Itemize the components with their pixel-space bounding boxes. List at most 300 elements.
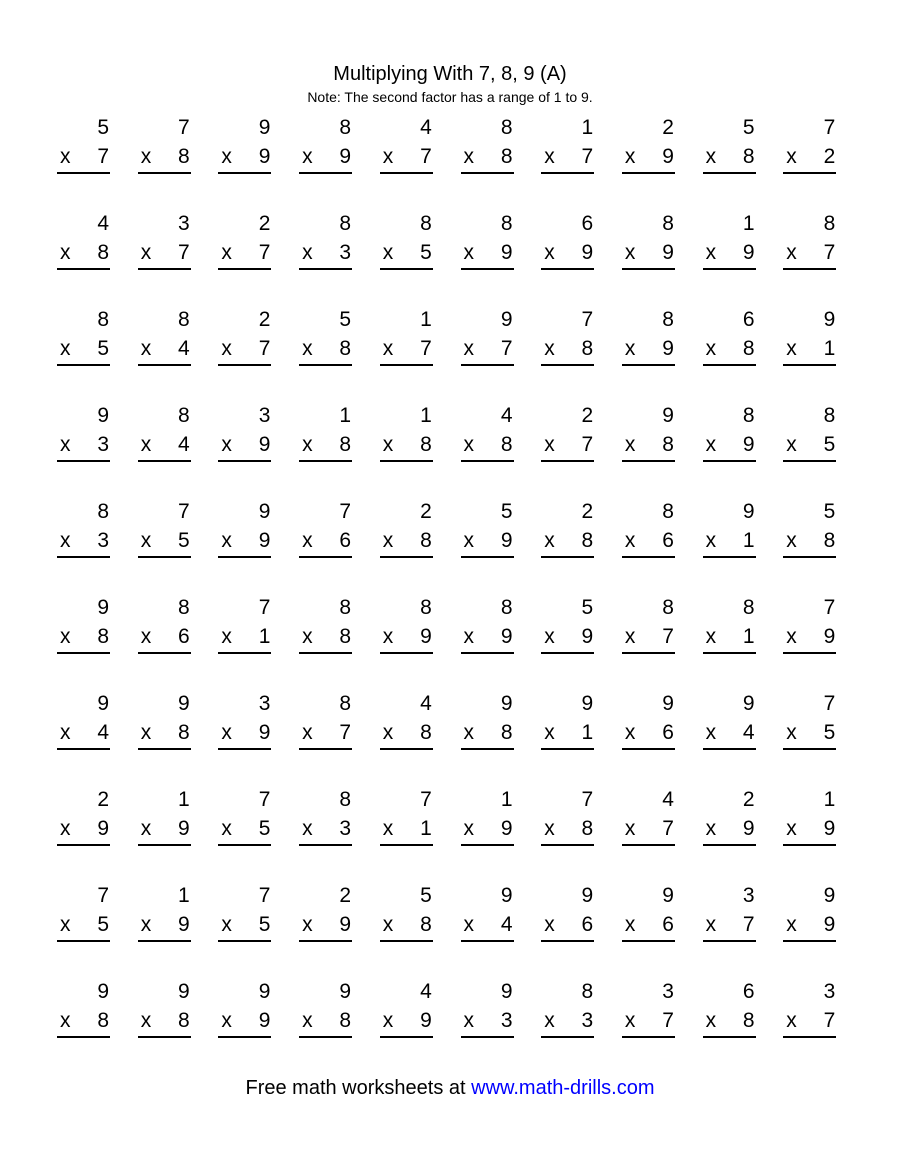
second-factor: 9 [662, 337, 674, 360]
problem [380, 500, 433, 560]
problem [622, 980, 675, 1040]
first-factor: 7 [581, 788, 594, 811]
second-factor: 7 [581, 145, 594, 168]
problem [461, 404, 514, 464]
problem [703, 116, 756, 176]
multiply-sign: x [302, 145, 313, 168]
problem [299, 596, 352, 656]
problem [703, 404, 756, 464]
second-factor: 3 [339, 817, 352, 840]
answer-line [622, 1036, 675, 1038]
second-factor: 6 [662, 913, 674, 936]
first-factor: 8 [97, 500, 109, 523]
answer-line [57, 940, 110, 942]
answer-line [299, 556, 352, 558]
second-factor: 8 [420, 913, 432, 936]
multiply-sign: x [140, 241, 152, 264]
problem [783, 500, 836, 560]
second-factor: 9 [742, 433, 755, 456]
problem [299, 884, 352, 944]
second-factor: 7 [581, 433, 594, 456]
multiply-sign: x [221, 721, 232, 744]
second-factor: 9 [823, 913, 836, 936]
second-factor: 6 [581, 913, 594, 936]
multiply-sign: x [705, 721, 717, 744]
first-factor: 7 [258, 596, 271, 619]
multiply-sign: x [382, 625, 394, 648]
answer-line [541, 940, 594, 942]
problem [57, 884, 110, 944]
multiply-sign: x [624, 1009, 636, 1032]
multiply-sign: x [544, 913, 555, 936]
second-factor: 1 [823, 337, 836, 360]
multiply-sign: x [221, 817, 232, 840]
first-factor: 9 [500, 308, 513, 331]
multiply-sign: x [302, 817, 313, 840]
answer-line [299, 268, 352, 270]
first-factor: 3 [742, 884, 755, 907]
first-factor: 3 [258, 404, 271, 427]
problem [138, 404, 191, 464]
second-factor: 9 [258, 529, 271, 552]
first-factor: 8 [339, 116, 352, 139]
first-factor: 9 [97, 596, 109, 619]
problem [703, 596, 756, 656]
answer-line [461, 748, 514, 750]
multiply-sign: x [544, 817, 555, 840]
multiply-sign: x [60, 625, 71, 648]
answer-line [299, 1036, 352, 1038]
multiply-sign: x [786, 529, 797, 552]
first-factor: 2 [339, 884, 352, 907]
problem [57, 212, 110, 272]
problem [622, 692, 675, 752]
worksheet-note: Note: The second factor has a range of 1 to 9. [307, 89, 593, 105]
problem [622, 308, 675, 368]
second-factor: 8 [178, 1009, 190, 1032]
first-factor: 8 [500, 116, 513, 139]
answer-line [783, 172, 836, 174]
problem [138, 788, 191, 848]
second-factor: 8 [581, 529, 594, 552]
multiply-sign: x [382, 721, 394, 744]
answer-line [138, 556, 191, 558]
multiply-sign: x [705, 241, 717, 264]
problem [622, 116, 675, 176]
first-factor: 9 [258, 500, 271, 523]
multiply-sign: x [624, 433, 636, 456]
second-factor: 8 [339, 433, 352, 456]
problem [380, 884, 433, 944]
answer-line [138, 844, 191, 846]
second-factor: 8 [742, 337, 755, 360]
first-factor: 2 [581, 500, 594, 523]
answer-line [380, 748, 433, 750]
second-factor: 8 [339, 1009, 352, 1032]
multiply-sign: x [624, 145, 636, 168]
second-factor: 9 [339, 145, 352, 168]
multiply-sign: x [221, 145, 232, 168]
multiply-sign: x [382, 913, 394, 936]
answer-line [218, 556, 271, 558]
first-factor: 6 [742, 308, 755, 331]
first-factor: 9 [581, 692, 594, 715]
multiply-sign: x [140, 337, 152, 360]
second-factor: 9 [258, 433, 271, 456]
multiply-sign: x [140, 529, 152, 552]
second-factor: 9 [823, 817, 836, 840]
first-factor: 4 [500, 404, 513, 427]
first-factor: 5 [339, 308, 352, 331]
answer-line [622, 652, 675, 654]
problem [218, 500, 271, 560]
second-factor: 9 [662, 145, 674, 168]
multiply-sign: x [60, 241, 71, 264]
first-factor: 7 [178, 116, 190, 139]
first-factor: 1 [581, 116, 594, 139]
answer-line [57, 268, 110, 270]
second-factor: 8 [339, 625, 352, 648]
second-factor: 1 [742, 529, 755, 552]
multiply-sign: x [221, 241, 232, 264]
problem [299, 980, 352, 1040]
answer-line [622, 172, 675, 174]
answer-line [57, 364, 110, 366]
answer-line [138, 172, 191, 174]
first-factor: 5 [581, 596, 594, 619]
problem [138, 692, 191, 752]
answer-line [703, 460, 756, 462]
problem [57, 596, 110, 656]
second-factor: 7 [662, 625, 674, 648]
second-factor: 8 [500, 145, 513, 168]
first-factor: 7 [581, 308, 594, 331]
problem [461, 788, 514, 848]
second-factor: 7 [339, 721, 352, 744]
first-factor: 7 [178, 500, 190, 523]
problem [783, 116, 836, 176]
first-factor: 4 [420, 692, 432, 715]
second-factor: 8 [823, 529, 836, 552]
problem [218, 116, 271, 176]
multiply-sign: x [60, 817, 71, 840]
answer-line [622, 748, 675, 750]
multiply-sign: x [382, 433, 394, 456]
second-factor: 9 [500, 625, 513, 648]
problem [461, 308, 514, 368]
second-factor: 9 [581, 625, 594, 648]
answer-line [57, 1036, 110, 1038]
problem [218, 692, 271, 752]
problem [461, 116, 514, 176]
first-factor: 9 [823, 308, 836, 331]
multiply-sign: x [302, 241, 313, 264]
answer-line [783, 844, 836, 846]
answer-line [57, 748, 110, 750]
first-factor: 9 [742, 692, 755, 715]
multiply-sign: x [544, 241, 555, 264]
footer-link[interactable]: www.math-drills.com [471, 1077, 655, 1099]
first-factor: 9 [500, 980, 513, 1003]
problem [138, 308, 191, 368]
answer-line [703, 844, 756, 846]
problem [703, 308, 756, 368]
second-factor: 5 [823, 433, 836, 456]
answer-line [380, 940, 433, 942]
multiply-sign: x [221, 913, 232, 936]
answer-line [541, 364, 594, 366]
first-factor: 7 [823, 116, 836, 139]
problem [703, 692, 756, 752]
problem [703, 884, 756, 944]
first-factor: 3 [258, 692, 271, 715]
answer-line [461, 364, 514, 366]
problem [622, 404, 675, 464]
first-factor: 8 [662, 212, 674, 235]
multiply-sign: x [786, 817, 797, 840]
second-factor: 7 [742, 913, 755, 936]
second-factor: 3 [97, 433, 109, 456]
answer-line [299, 652, 352, 654]
answer-line [461, 1036, 514, 1038]
problem [218, 884, 271, 944]
second-factor: 5 [258, 913, 271, 936]
problem [380, 116, 433, 176]
answer-line [461, 844, 514, 846]
first-factor: 9 [97, 980, 109, 1003]
second-factor: 9 [581, 241, 594, 264]
answer-line [57, 556, 110, 558]
multiply-sign: x [382, 337, 394, 360]
answer-line [703, 940, 756, 942]
answer-line [541, 844, 594, 846]
second-factor: 9 [500, 817, 513, 840]
multiply-sign: x [786, 913, 797, 936]
problem [541, 596, 594, 656]
answer-line [541, 268, 594, 270]
problem [541, 884, 594, 944]
second-factor: 8 [97, 625, 109, 648]
problem [57, 788, 110, 848]
problem [622, 212, 675, 272]
second-factor: 8 [339, 337, 352, 360]
footer [0, 1076, 900, 1100]
first-factor: 2 [420, 500, 432, 523]
second-factor: 9 [339, 913, 352, 936]
multiply-sign: x [624, 337, 636, 360]
first-factor: 7 [823, 596, 836, 619]
second-factor: 9 [742, 817, 755, 840]
problem [218, 212, 271, 272]
second-factor: 8 [420, 433, 432, 456]
problem [783, 212, 836, 272]
second-factor: 9 [258, 1009, 271, 1032]
answer-line [299, 364, 352, 366]
multiply-sign: x [302, 1009, 313, 1032]
first-factor: 8 [662, 308, 674, 331]
second-factor: 7 [420, 145, 432, 168]
multiply-sign: x [140, 433, 152, 456]
second-factor: 8 [420, 721, 432, 744]
first-factor: 9 [823, 884, 836, 907]
answer-line [218, 460, 271, 462]
first-factor: 9 [178, 692, 190, 715]
first-factor: 8 [742, 596, 755, 619]
multiply-sign: x [705, 817, 717, 840]
answer-line [57, 652, 110, 654]
multiply-sign: x [624, 241, 636, 264]
first-factor: 8 [339, 788, 352, 811]
second-factor: 2 [823, 145, 836, 168]
answer-line [541, 556, 594, 558]
answer-line [138, 268, 191, 270]
problem [461, 980, 514, 1040]
answer-line [703, 364, 756, 366]
first-factor: 7 [97, 884, 109, 907]
first-factor: 7 [258, 788, 271, 811]
multiply-sign: x [140, 721, 152, 744]
first-factor: 8 [500, 212, 513, 235]
second-factor: 8 [97, 1009, 109, 1032]
answer-line [57, 172, 110, 174]
answer-line [541, 460, 594, 462]
problem [380, 212, 433, 272]
multiply-sign: x [463, 529, 474, 552]
answer-line [541, 1036, 594, 1038]
multiply-sign: x [302, 337, 313, 360]
answer-line [461, 556, 514, 558]
first-factor: 8 [742, 404, 755, 427]
first-factor: 8 [823, 212, 836, 235]
answer-line [218, 748, 271, 750]
first-factor: 1 [339, 404, 352, 427]
answer-line [138, 460, 191, 462]
first-factor: 8 [178, 404, 190, 427]
second-factor: 7 [500, 337, 513, 360]
problem [703, 980, 756, 1040]
footer-text: Free math worksheets at [245, 1077, 472, 1099]
first-factor: 7 [339, 500, 352, 523]
answer-line [622, 940, 675, 942]
second-factor: 1 [420, 817, 432, 840]
problem-grid [0, 116, 900, 1056]
answer-line [138, 364, 191, 366]
second-factor: 6 [178, 625, 190, 648]
second-factor: 8 [178, 145, 190, 168]
problem [138, 212, 191, 272]
first-factor: 9 [500, 692, 513, 715]
second-factor: 7 [823, 241, 836, 264]
first-factor: 8 [823, 404, 836, 427]
problem [299, 116, 352, 176]
second-factor: 8 [742, 1009, 755, 1032]
first-factor: 3 [178, 212, 190, 235]
first-factor: 4 [420, 980, 432, 1003]
answer-line [703, 1036, 756, 1038]
problem [703, 788, 756, 848]
multiply-sign: x [60, 145, 71, 168]
multiply-sign: x [705, 913, 717, 936]
first-factor: 3 [662, 980, 674, 1003]
second-factor: 8 [178, 721, 190, 744]
first-factor: 3 [823, 980, 836, 1003]
problem [57, 500, 110, 560]
answer-line [380, 556, 433, 558]
second-factor: 9 [178, 817, 190, 840]
problem [541, 308, 594, 368]
first-factor: 5 [97, 116, 109, 139]
answer-line [299, 172, 352, 174]
first-factor: 9 [662, 884, 674, 907]
answer-line [57, 844, 110, 846]
first-factor: 2 [742, 788, 755, 811]
first-factor: 8 [581, 980, 594, 1003]
multiply-sign: x [463, 241, 474, 264]
first-factor: 9 [581, 884, 594, 907]
second-factor: 7 [258, 337, 271, 360]
second-factor: 5 [97, 337, 109, 360]
answer-line [218, 364, 271, 366]
multiply-sign: x [786, 337, 797, 360]
second-factor: 9 [742, 241, 755, 264]
problem [138, 884, 191, 944]
first-factor: 5 [500, 500, 513, 523]
first-factor: 5 [742, 116, 755, 139]
problem [541, 788, 594, 848]
second-factor: 6 [662, 721, 674, 744]
answer-line [299, 748, 352, 750]
second-factor: 7 [662, 817, 674, 840]
multiply-sign: x [60, 529, 71, 552]
multiply-sign: x [302, 625, 313, 648]
first-factor: 7 [258, 884, 271, 907]
second-factor: 7 [823, 1009, 836, 1032]
first-factor: 9 [97, 404, 109, 427]
problem [461, 212, 514, 272]
first-factor: 8 [178, 308, 190, 331]
first-factor: 1 [500, 788, 513, 811]
multiply-sign: x [140, 145, 152, 168]
answer-line [783, 748, 836, 750]
multiply-sign: x [624, 625, 636, 648]
problem [299, 500, 352, 560]
problem [622, 884, 675, 944]
multiply-sign: x [382, 241, 394, 264]
first-factor: 2 [258, 308, 271, 331]
answer-line [218, 268, 271, 270]
multiply-sign: x [463, 433, 474, 456]
multiply-sign: x [463, 337, 474, 360]
multiply-sign: x [140, 625, 152, 648]
multiply-sign: x [624, 721, 636, 744]
problem [541, 980, 594, 1040]
second-factor: 4 [97, 721, 109, 744]
answer-line [138, 652, 191, 654]
second-factor: 8 [420, 529, 432, 552]
answer-line [218, 652, 271, 654]
multiply-sign: x [544, 145, 555, 168]
second-factor: 5 [823, 721, 836, 744]
first-factor: 8 [662, 500, 674, 523]
multiply-sign: x [786, 625, 797, 648]
answer-line [380, 1036, 433, 1038]
first-factor: 9 [258, 116, 271, 139]
answer-line [703, 556, 756, 558]
multiply-sign: x [463, 817, 474, 840]
second-factor: 4 [178, 433, 190, 456]
multiply-sign: x [544, 337, 555, 360]
first-factor: 4 [420, 116, 432, 139]
